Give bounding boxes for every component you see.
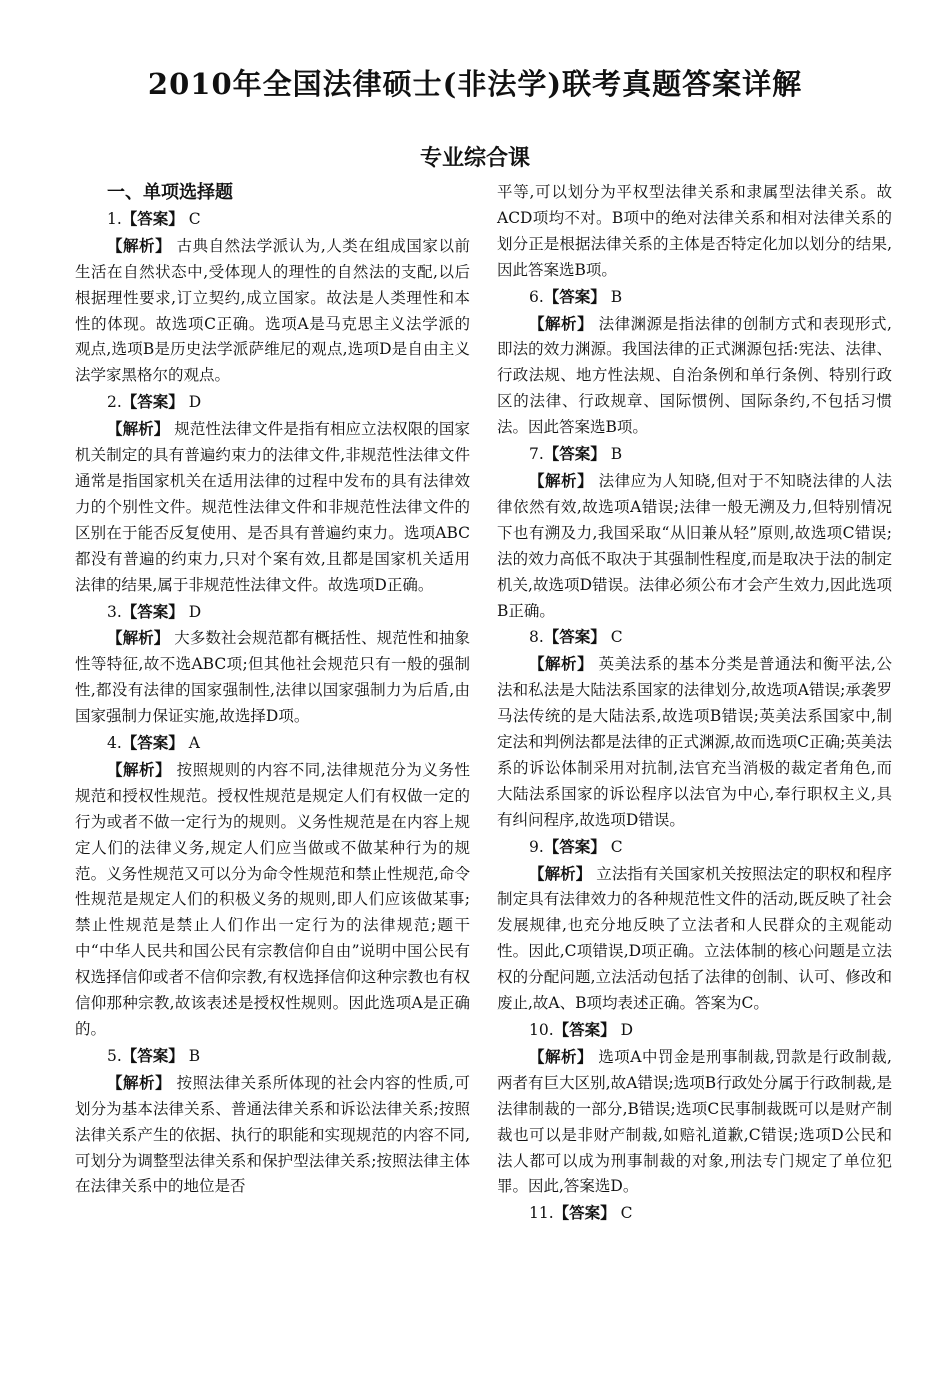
explanation-text: 按照规则的内容不同,法律规范分为义务性规范和授权性规范。授权性规范是规定人们有权做一定的行为或者不做一定行为的规则。义务性规范是在内容上规定人们的法律义务,规定人们应当做或不做某种行为的规范。义务性规范又可以分为命令性规范和禁止性规范,命令性规范是规定人们的积极义务的规则,即人们应该做某事;禁止性规范是禁止人们作出一定行为的法律规范;题干中“中华人民共和国公民有宗教信仰自由”说明中国公民有权选择信仰或者不信仰宗教,有权选择信仰这种宗教也有权信仰那种宗教,故该表述是授权性规则。因此选项A是正确的。 [75, 760, 470, 1038]
answer-line [497, 1017, 892, 1044]
answer-value: B [610, 287, 623, 306]
explain-tag: 【解析】 [107, 419, 170, 439]
explanation [497, 468, 892, 624]
question-number: 11. [529, 1204, 554, 1223]
section-heading: 一、单项选择题 [107, 182, 233, 203]
question-number: 10. [529, 1021, 554, 1039]
question-number: 9. [529, 837, 544, 856]
explanation-text: 法律应为人知晓,但对于不知晓法律的人法律依然有效,故选项A错误;法律一般无溯及力,但特别情况下也有溯及力,我国采取“从旧兼从轻”原则,故选项C错误;法的效力高低不取决于其强制性程度,而是取决于法的制定机关,故选项D错误。法律必须公布才会产生效力,因此选项B正确。 [497, 471, 892, 620]
answer-tag: 【答案】 [121, 601, 184, 621]
answer-value: C [610, 837, 623, 856]
answer-line [75, 1043, 470, 1070]
answer-tag: 【答案】 [121, 1045, 184, 1065]
answer-line [75, 206, 470, 233]
answer-value: C [610, 628, 623, 647]
answer-line [497, 1200, 892, 1227]
question-number: 6. [529, 287, 544, 306]
answer-tag: 【答案】 [553, 1203, 616, 1223]
answer-tag: 【答案】 [543, 836, 606, 856]
answer-tag: 【答案】 [553, 1020, 616, 1039]
answer-tag: 【答案】 [543, 444, 606, 464]
left-answer-list [75, 206, 470, 1200]
page-subtitle: 专业综合课 [419, 145, 530, 171]
explanation-text: 古典自然法学派认为,人类在组成国家以前生活在自然状态中,受体现人的理性的自然法的支配,以后根据理性要求,订立契约,成立国家。故法是人类理性和本性的体现。故选项C正确。选项A是马克思主义法学派的观点,选项B是历史法学派萨维尼的观点,选项D是自由主义法学家黑格尔的观点。 [75, 236, 470, 385]
question-number: 3. [107, 602, 122, 621]
answer-tag: 【答案】 [121, 733, 184, 753]
explanation-text: 法律渊源是指法律的创制方式和表现形式,即法的效力渊源。我国法律的正式渊源包括:宪法、法律、行政法规、地方性法规、自治条例和单行条例、特别行政区的法律、行政规章、国际惯例、国际条约,不包括习惯法。因此答案选B项。 [497, 314, 892, 437]
explanation-text: 大多数社会规范都有概括性、规范性和抽象性等特征,故不选ABC项;但其他社会规范只有一般的强制性,都没有法律的国家强制性,法律以国家强制力为后盾,由国家强制力保证实施,故选择D项。 [75, 629, 470, 726]
explanation [75, 1070, 470, 1201]
question-number: 2. [107, 393, 122, 412]
answer-line [497, 624, 892, 651]
answer-value: C [620, 1204, 633, 1223]
answer-value: B [610, 445, 623, 464]
explanation [497, 861, 892, 1017]
answer-tag: 【答案】 [121, 208, 184, 228]
answer-value: B [188, 1046, 201, 1065]
explanation [75, 757, 470, 1043]
question-number: 4. [107, 734, 122, 753]
explanation [497, 311, 892, 442]
question-number: 7. [529, 445, 544, 464]
question-number: 8. [529, 628, 544, 647]
answer-tag: 【答案】 [543, 627, 606, 647]
explanation [75, 233, 470, 389]
answer-line [497, 284, 892, 311]
answer-value: D [188, 393, 202, 412]
explanation-text: 规范性法律文件是指有相应立法权限的国家机关制定的具有普遍约束力的法律文件,非规范性法律文件通常是指国家机关在适用法律的过程中发布的具有法律效力的个别性文件。规范性法律文件和非规范性法律文件的区别在于能否反复使用、是否具有普遍约束力。选项ABC都没有普遍的约束力,只对个案有效,且都是国家机关适用法律的结果,属于非规范性法律文件。故选项D正确。 [75, 420, 470, 594]
right-answer-list [497, 284, 892, 1228]
left-column [75, 180, 470, 1200]
explanation-text: 英美法系的基本分类是普通法和衡平法,公法和私法是大陆法系国家的法律划分,故选项A错误;承袭罗马法传统的是大陆法系,故选项B错误;英美法系国家中,制定法和判例法都是法律的正式渊源,故而选项C正确;英美法系的诉讼体制采用对抗制,法官充当消极的裁定者角色,而大陆法系国家的诉讼程序以法官为中心,奉行职权主义,具有纠问程序,故选项D错误。 [497, 655, 892, 829]
answer-value: A [188, 734, 200, 753]
answer-value: D [188, 602, 202, 621]
explanation-text: 选项A中罚金是刑事制裁,罚款是行政制裁,两者有巨大区别,故A错误;选项B行政处分属于行政制裁,是法律制裁的一部分,B错误;选项C民事制裁既可以是财产制裁也可以是非财产制裁,如赔礼道歉,C错误;选项D公民和法人都可以成为刑事制裁的对象,刑法专门规定了单位犯罪。因此,答案选D。 [497, 1047, 892, 1196]
explanation [497, 1044, 892, 1200]
right-column [497, 180, 892, 1227]
explain-tag: 【解析】 [107, 759, 172, 779]
answer-line [75, 599, 470, 626]
answer-line [75, 730, 470, 757]
explain-tag: 【解析】 [529, 863, 592, 883]
answer-tag: 【答案】 [543, 286, 606, 306]
explain-tag: 【解析】 [107, 1072, 172, 1092]
continued-explanation: 平等,可以划分为平权型法律关系和隶属型法律关系。故ACD项均不对。B项中的绝对法律关系和相对法律关系的划分正是根据法律关系的主体是否特定化加以划分的结果,因此答案选B项。 [497, 183, 892, 279]
question-number: 5. [107, 1046, 122, 1065]
explain-tag: 【解析】 [529, 654, 594, 674]
answer-value: C [188, 209, 201, 228]
answer-line [497, 834, 892, 861]
answer-value: D [620, 1021, 634, 1039]
question-number: 1. [107, 209, 122, 228]
explain-tag: 【解析】 [529, 1046, 593, 1066]
answer-line [75, 389, 470, 416]
answer-line [497, 441, 892, 468]
explain-tag: 【解析】 [107, 235, 172, 255]
explanation-text: 立法指有关国家机关按照法定的职权和程序制定具有法律效力的各种规范性文件的活动,既反映了社会发展规律,也充分地反映了立法者和人民群众的主观能动性。因此,C项错误,D项正确。立法体制的核心问题是立法权的分配问题,立法活动包括了法律的创制、认可、修改和废止,故A、B项均表述正确。答案为C。 [497, 864, 892, 1013]
explain-tag: 【解析】 [529, 313, 594, 333]
explanation [75, 416, 470, 598]
explain-tag: 【解析】 [107, 628, 170, 648]
page-title: 2010年全国法律硕士(非法学)联考真题答案详解 [147, 67, 803, 101]
explanation-text: 按照法律关系所体现的社会内容的性质,可划分为基本法律关系、普通法律关系和诉讼法律关系;按照法律关系产生的依据、执行的职能和实现规范的内容不同,可划分为调整型法律关系和保护型法律关系;按照法律主体在法律关系中的地位是否 [75, 1073, 470, 1196]
explanation [497, 651, 892, 833]
explain-tag: 【解析】 [529, 470, 594, 490]
answer-tag: 【答案】 [121, 392, 184, 412]
explanation [75, 625, 470, 730]
